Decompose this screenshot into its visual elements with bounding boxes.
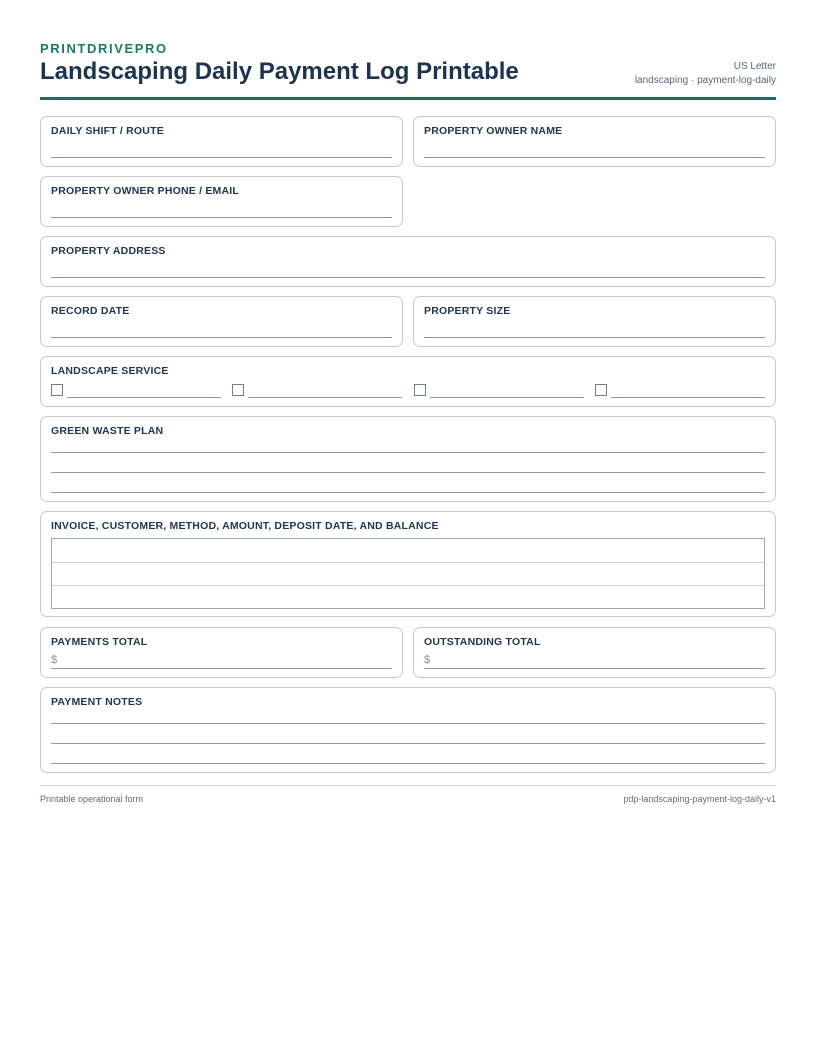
landscape-service-label: LANDSCAPE SERVICE [51, 365, 169, 377]
green-waste-plan-line[interactable] [51, 492, 765, 493]
landscape-service-option-line[interactable] [67, 397, 221, 398]
invoice-table-label: INVOICE, CUSTOMER, METHOD, AMOUNT, DEPOSIT DATE, AND BALANCE [51, 520, 439, 532]
invoice-table-field [40, 511, 776, 617]
landscape-service-option-line[interactable] [248, 397, 402, 398]
payment-notes-line[interactable] [51, 763, 765, 764]
green-waste-plan-line[interactable] [51, 452, 765, 453]
payments-total-label: PAYMENTS TOTAL [51, 636, 148, 648]
header-rule [40, 97, 776, 100]
paper-size: US Letter [733, 61, 776, 72]
landscape-service-checkbox[interactable] [595, 384, 607, 396]
payments-total-line[interactable] [51, 668, 392, 669]
landscape-service-checkbox[interactable] [232, 384, 244, 396]
form-meta [635, 60, 776, 88]
property-owner-contact-line[interactable] [51, 217, 392, 218]
daily-shift-route-line[interactable] [51, 157, 392, 158]
green-waste-plan-label: GREEN WASTE PLAN [51, 425, 164, 437]
daily-shift-route-label: DAILY SHIFT / ROUTE [51, 125, 164, 137]
form-tag: landscaping · payment-log-daily [634, 75, 776, 86]
footer-form-id: pdp-landscaping-payment-log-daily-v1 [623, 794, 776, 804]
property-owner-name-line[interactable] [424, 157, 765, 158]
property-size-label: PROPERTY SIZE [424, 305, 511, 317]
payment-notes-line[interactable] [51, 723, 765, 724]
payment-notes-field[interactable] [40, 687, 776, 773]
outstanding-total-field[interactable] [413, 627, 776, 678]
payment-notes-line[interactable] [51, 743, 765, 744]
property-address-line[interactable] [51, 277, 765, 278]
property-size-field[interactable] [413, 296, 776, 347]
landscape-service-checkbox[interactable] [414, 384, 426, 396]
page-title: Landscaping Daily Payment Log Printable [40, 58, 519, 85]
record-date-line[interactable] [51, 337, 392, 338]
landscape-service-option-line[interactable] [430, 397, 584, 398]
landscape-service-checkbox[interactable] [51, 384, 63, 396]
record-date-field[interactable] [40, 296, 403, 347]
daily-shift-route-field[interactable] [40, 116, 403, 167]
footer-left-text: Printable operational form [40, 794, 144, 804]
green-waste-plan-line[interactable] [51, 472, 765, 473]
payments-total-currency: $ [51, 654, 58, 666]
outstanding-total-label: OUTSTANDING TOTAL [424, 636, 541, 648]
outstanding-total-currency: $ [424, 654, 431, 666]
footer-rule [40, 785, 776, 786]
property-address-label: PROPERTY ADDRESS [51, 245, 166, 257]
property-size-line[interactable] [424, 337, 765, 338]
property-owner-name-field[interactable] [413, 116, 776, 167]
property-owner-name-label: PROPERTY OWNER NAME [424, 125, 563, 137]
payments-total-field[interactable] [40, 627, 403, 678]
property-owner-contact-label: PROPERTY OWNER PHONE / EMAIL [51, 185, 240, 197]
table-row-divider [52, 585, 764, 586]
brand-name: PRINTDRIVEPRO [40, 41, 168, 56]
table-row-divider [52, 562, 764, 563]
payment-notes-label: PAYMENT NOTES [51, 696, 143, 708]
landscape-service-option-line[interactable] [611, 397, 765, 398]
invoice-table[interactable] [51, 538, 765, 609]
outstanding-total-line[interactable] [424, 668, 765, 669]
landscape-service-field [40, 356, 776, 407]
property-address-field[interactable] [40, 236, 776, 287]
record-date-label: RECORD DATE [51, 305, 130, 317]
green-waste-plan-field[interactable] [40, 416, 776, 502]
property-owner-contact-field[interactable] [40, 176, 403, 227]
